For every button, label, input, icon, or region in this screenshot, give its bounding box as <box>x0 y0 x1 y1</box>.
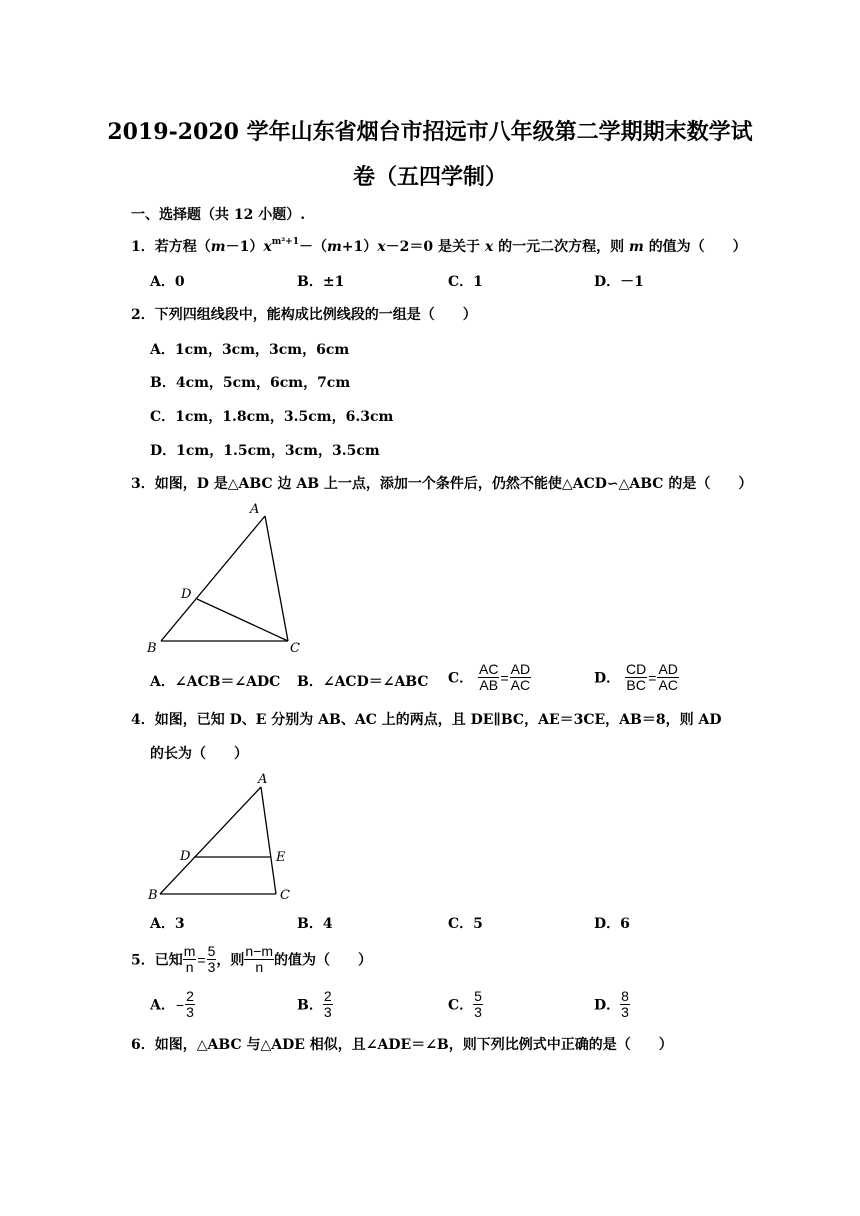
q4-option-b: B．4 <box>297 916 333 932</box>
q4-side-ba <box>160 787 261 894</box>
q4-triangle-figure <box>140 768 310 904</box>
q3-option-d: D． $\frac{CD}{BC}$ = $\frac{AD}{AC}$ <box>594 661 678 693</box>
q2-option-a: A．1cm，3cm，3cm，6cm <box>150 342 350 358</box>
q2-option-d: D．1cm，1.5cm，3cm，3.5cm <box>150 443 380 459</box>
page-title-line1: 2019-2020 学年山东省烟台市招远市八年级第二学期期末数学试 <box>107 119 753 145</box>
q3-label-b: B <box>147 641 157 655</box>
q3-side-ba <box>161 516 265 641</box>
q4-side-ac <box>261 787 276 894</box>
q3-triangle-figure <box>140 500 320 655</box>
q3-side-ac <box>265 516 288 641</box>
section-header: 一、选择题（共 12 小题）. <box>131 207 306 223</box>
q4-label-d: D <box>180 849 191 864</box>
question-4-stem-line2: 的长为（ ） <box>150 746 248 762</box>
q4-option-d: D．6 <box>594 916 630 932</box>
q2-option-b: B．4cm，5cm，6cm，7cm <box>150 375 351 391</box>
q2-option-c: C．1cm，1.8cm，3.5cm，6.3cm <box>150 409 394 425</box>
q1-option-b: B．±1 <box>297 274 345 290</box>
q4-label-a: A <box>258 772 268 787</box>
q3-label-d: D <box>181 587 192 602</box>
q3-option-b: B．∠ACD＝∠ABC <box>297 674 429 690</box>
q4-label-c: C <box>280 888 290 903</box>
question-3-stem: 3．如图，D 是△ABC 边 AB 上一点，添加一个条件后，仍然不能使△ACD∽△ABC 的是（ ） <box>131 476 753 492</box>
q1-option-d: D．－1 <box>594 274 644 290</box>
q5-option-b: B． $\frac{2}{3}$ <box>297 988 332 1020</box>
question-6-stem: 6．如图，△ABC 与△ADE 相似，且∠ADE＝∠B，则下列比例式中正确的是（ ） <box>131 1037 673 1053</box>
q3-option-a: A．∠ACB＝∠ADC <box>150 674 281 690</box>
q4-option-a: A．3 <box>150 916 185 932</box>
question-2-stem: 2．下列四组线段中，能构成比例线段的一组是（ ） <box>131 307 477 323</box>
q4-label-b: B <box>148 888 158 903</box>
page-title-line2: 卷（五四学制） <box>352 164 507 190</box>
question-5-stem: 5．已知 $\frac{m}{n}$ = $\frac{5}{3}$ ，则 $\frac{n-m}{n}$ 的值为（ ） <box>131 943 373 975</box>
q3-label-a: A <box>250 502 260 517</box>
q3-option-c: C． $\frac{AC}{AB}$ = $\frac{AD}{AC}$ <box>448 661 531 693</box>
question-1-stem: 1．若方程$(m-1)x^{m^2+1}-(m+1)x-2=0$ 是关于 x 的一元二次方程，则 m 的值为（ ） <box>131 237 747 255</box>
q5-option-a: A．− $\frac{2}{3}$ <box>150 988 194 1020</box>
q1-option-a: A．0 <box>150 274 185 290</box>
question-4-stem-line1: 4．如图，已知 D、E 分别为 AB、AC 上的两点，且 DE∥BC，AE＝3CE，AB＝8，则 AD <box>131 712 722 728</box>
q3-label-c: C <box>290 641 300 655</box>
q1-option-c: C．1 <box>448 274 483 290</box>
q5-option-c: C． $\frac{5}{3}$ <box>448 988 482 1020</box>
q4-option-c: C．5 <box>448 916 483 932</box>
q3-segment-dc <box>197 599 288 641</box>
q5-option-d: D． $\frac{8}{3}$ <box>594 988 629 1020</box>
q4-label-e: E <box>276 850 286 865</box>
